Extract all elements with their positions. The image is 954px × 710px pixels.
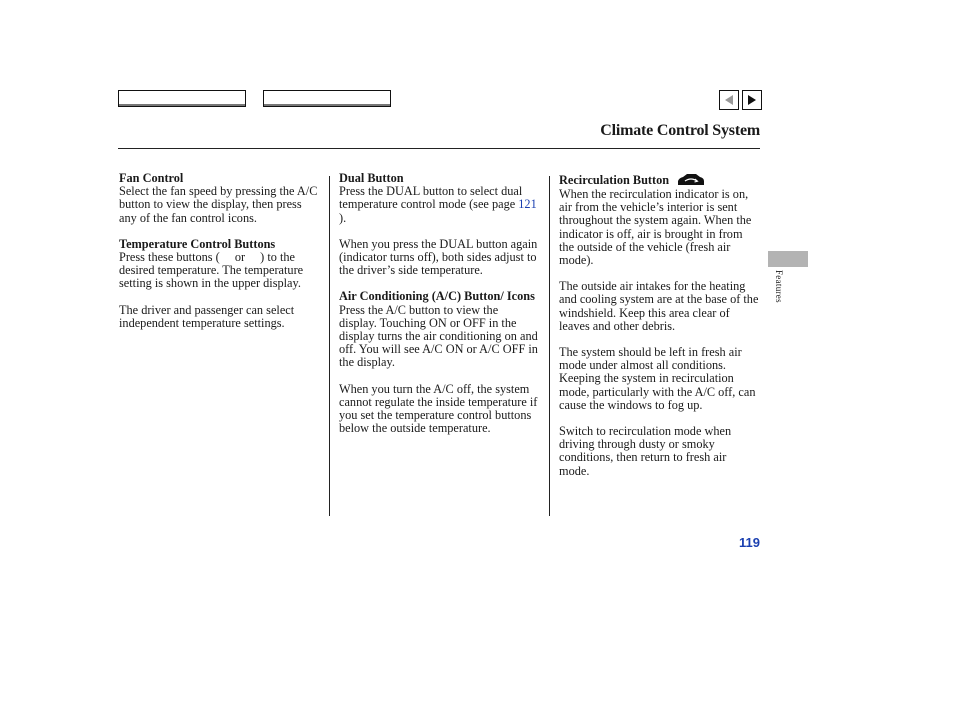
section-heading-text: Recirculation Button: [559, 173, 670, 187]
section-ac-button: [339, 290, 539, 369]
section-text: or: [234, 250, 246, 265]
column-middle: [339, 172, 539, 448]
column-divider: [549, 176, 550, 516]
page-number: 119: [739, 535, 760, 550]
page-link[interactable]: 121: [518, 197, 537, 212]
section-text: ).: [339, 210, 347, 225]
page-title: Climate Control System: [600, 122, 760, 139]
section-paragraph: When you turn the A/C off, the system cannot regulate the inside temperature if you set the temperature control buttons below the outside temperature.: [339, 381, 538, 436]
previous-page-button[interactable]: [719, 90, 739, 110]
section-tab: [768, 251, 808, 267]
section-recirculation: [559, 172, 759, 267]
section-text: Press the A/C button to view the display. Touching ON or OFF in the display turns the air conditioning on and off. You will see A/C ON or A/C OFF in the display.: [339, 302, 538, 370]
triangle-left-icon: [725, 95, 733, 105]
section-dual-button: [339, 172, 539, 225]
nav-tab-button[interactable]: [118, 90, 246, 107]
section-tab-label: Features: [774, 270, 784, 303]
section-heading: Fan Control: [119, 171, 184, 185]
section-fan-control: [119, 172, 319, 225]
section-temperature-buttons: [119, 238, 319, 291]
section-text: ) to the desired temperature. The temperature setting is shown in the upper display.: [119, 250, 304, 291]
recirculation-car-icon: [676, 172, 706, 188]
section-text: Press the DUAL button to select dual temperature control mode (see page: [339, 184, 523, 212]
triangle-right-icon: [748, 95, 756, 105]
column-divider: [329, 176, 330, 516]
section-paragraph: The driver and passenger can select independent temperature settings.: [119, 302, 295, 330]
section-paragraph: Switch to recirculation mode when driving through dusty or smoky conditions, then return to fresh air mode.: [559, 424, 732, 478]
section-paragraph: The outside air intakes for the heating and cooling system are at the base of the windshield. Keep this area clear of leaves and other debris.: [559, 279, 759, 333]
next-page-button[interactable]: [742, 90, 762, 110]
nav-tab-button[interactable]: [263, 90, 391, 107]
column-right: [559, 172, 759, 491]
section-heading: Air Conditioning (A/C) Button/ Icons: [339, 289, 535, 304]
section-paragraph: The system should be left in fresh air mode under almost all conditions. Keeping the system in recirculation mode, particularly with the A/C off, can cause the windows to fog up.: [559, 345, 756, 412]
section-heading: Dual Button: [339, 171, 404, 185]
section-text: Press these buttons (: [119, 250, 220, 265]
section-text: When the recirculation indicator is on, air from the vehicle’s interior is sent throughout the system again. When the indicator is off, air is brought in from the outside of the vehicle (fresh air mode).: [559, 187, 752, 268]
column-left: [119, 172, 319, 343]
section-paragraph: When you press the DUAL button again (indicator turns off), both sides adjust to the driver’s side temperature.: [339, 236, 538, 278]
title-divider: [118, 148, 760, 149]
section-heading: [559, 172, 759, 188]
section-text: Select the fan speed by pressing the A/C button to view the display, then press any of the fan control icons.: [119, 184, 318, 225]
section-heading: Temperature Control Buttons: [119, 236, 276, 251]
